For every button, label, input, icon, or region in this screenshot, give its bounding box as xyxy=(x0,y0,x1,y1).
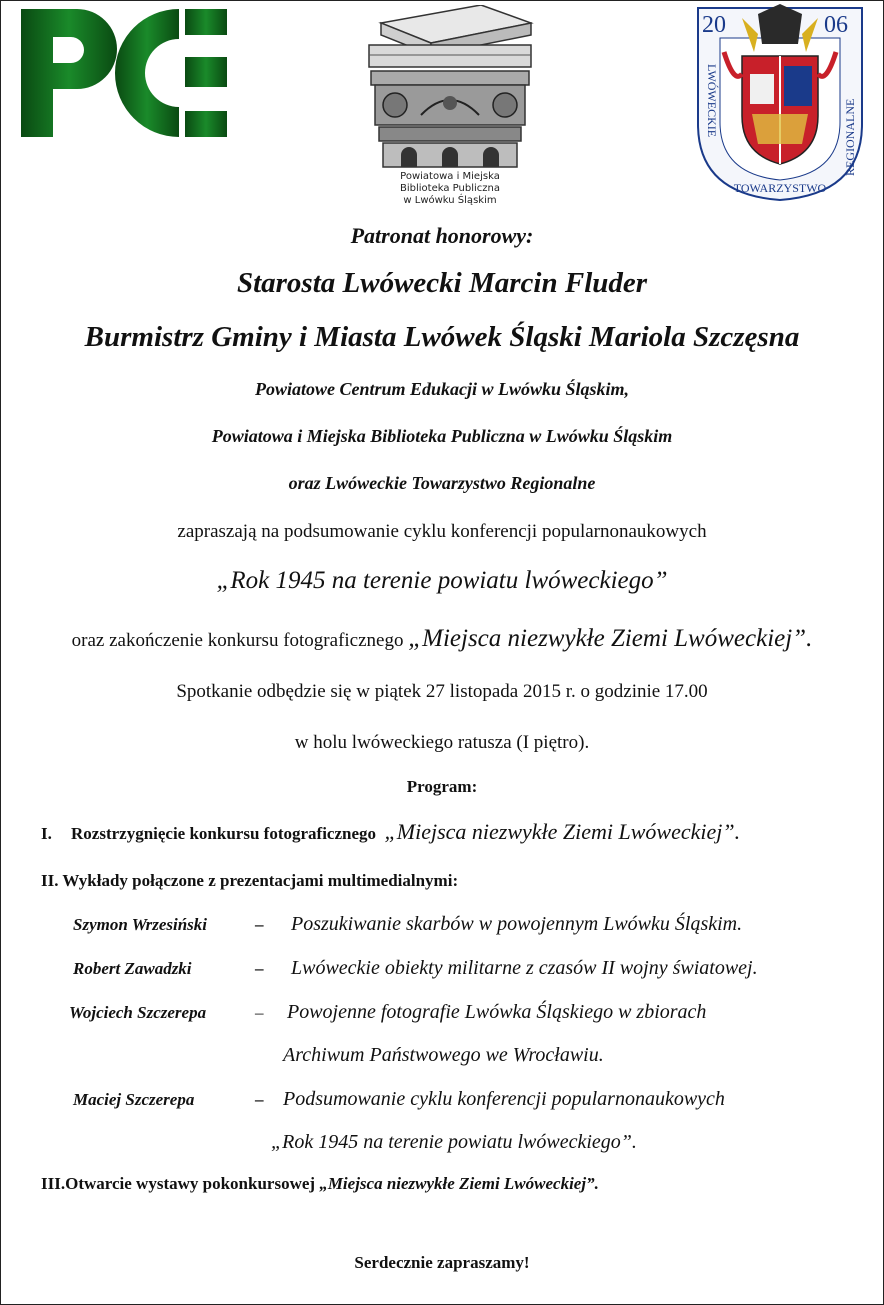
lecture-1-speaker: Szymon Wrzesiński xyxy=(73,915,207,934)
crest-ring-bottom: TOWARZYSTWO xyxy=(733,181,827,195)
program-item-3 xyxy=(41,1174,599,1194)
lecture-3-title-2: Archiwum Państwowego we Wrocławiu. xyxy=(283,1044,604,1066)
pc-logo xyxy=(19,7,231,139)
meeting-place-line: w holu lwóweckiego ratusza (I piętro). xyxy=(294,732,590,753)
patronat-heading: Patronat honorowy: xyxy=(350,223,534,248)
organizer-3: oraz Lwóweckie Towarzystwo Regionalne xyxy=(288,473,596,493)
lecture-2-title: Lwóweckie obiekty militarne z czasów II wojny światowej. xyxy=(291,957,758,979)
library-logo xyxy=(361,5,539,207)
lecture-1-dash: – xyxy=(255,915,264,934)
crest-ring-right: REGIONALNE xyxy=(843,98,857,176)
lecture-4-dash: – xyxy=(255,1090,264,1109)
lecture-3-dash: – xyxy=(255,1003,264,1022)
patron-starosta: Starosta Lwówecki Marcin Fluder xyxy=(236,267,648,299)
lecture-4-speaker: Maciej Szczerepa xyxy=(73,1090,195,1109)
lecture-2-speaker: Robert Zawadzki xyxy=(73,959,192,978)
program-item-1-number: I. xyxy=(41,824,52,843)
lecture-3-title-1: Powojenne fotografie Lwówka Śląskiego w zbiorach xyxy=(287,1001,707,1023)
program-item-1 xyxy=(41,819,740,845)
program-item-1-title: „Miejsca niezwykłe Ziemi Lwóweckiej”. xyxy=(384,819,741,844)
lecture-4-title-1: Podsumowanie cyklu konferencji popularnonaukowych xyxy=(283,1088,725,1110)
lecture-2-dash: – xyxy=(255,959,264,978)
crest-ring-left: LWÓWECKIE xyxy=(705,64,719,138)
lecture-4-title-2: „Rok 1945 na terenie powiatu lwóweckiego”. xyxy=(271,1131,637,1153)
program-item-2: II. Wykłady połączone z prezentacjami multimedialnymi: xyxy=(41,871,459,890)
contest-title: „Miejsca niezwykłe Ziemi Lwóweckiej”. xyxy=(408,625,813,652)
organizer-2: Powiatowa i Miejska Biblioteka Publiczna w Lwówku Śląskim xyxy=(211,426,673,446)
contest-line xyxy=(1,625,883,653)
organizer-1: Powiatowe Centrum Edukacji w Lwówku Śląskim, xyxy=(254,379,630,399)
patron-burmistrz: Burmistrz Gminy i Miasta Lwówek Śląski Mariola Szczęsna xyxy=(84,321,800,353)
invitation-line: zapraszają na podsumowanie cyklu konferencji popularnonaukowych xyxy=(177,521,707,542)
library-logo-text-2: Biblioteka Publiczna xyxy=(400,183,500,194)
library-logo-text-3: w Lwówku Śląskim xyxy=(403,195,497,206)
lecture-1-title: Poszukiwanie skarbów w powojennym Lwówku Śląskim. xyxy=(291,913,743,935)
society-crest-logo xyxy=(694,4,866,202)
lecture-3-speaker: Wojciech Szczerepa xyxy=(69,1003,207,1022)
crest-year-right: 06 xyxy=(824,12,848,38)
meeting-date-line: Spotkanie odbędzie się w piątek 27 listopada 2015 r. o godzinie 17.00 xyxy=(176,681,708,702)
program-item-1-text: Rozstrzygnięcie konkursu fotograficznego xyxy=(71,824,377,843)
program-item-3-title: „Miejsca niezwykłe Ziemi Lwóweckiej”. xyxy=(319,1174,599,1193)
program-item-3-text: III.Otwarcie wystawy pokonkursowej xyxy=(41,1174,320,1193)
program-heading: Program: xyxy=(406,777,478,796)
library-logo-text-1: Powiatowa i Miejska xyxy=(400,171,500,182)
closing-line: Serdecznie zapraszamy! xyxy=(354,1253,530,1272)
crest-year-left: 20 xyxy=(702,12,726,38)
cycle-title: „Rok 1945 na terenie powiatu lwóweckiego” xyxy=(216,567,668,594)
contest-prefix: oraz zakończenie konkursu fotograficznego xyxy=(71,630,409,651)
